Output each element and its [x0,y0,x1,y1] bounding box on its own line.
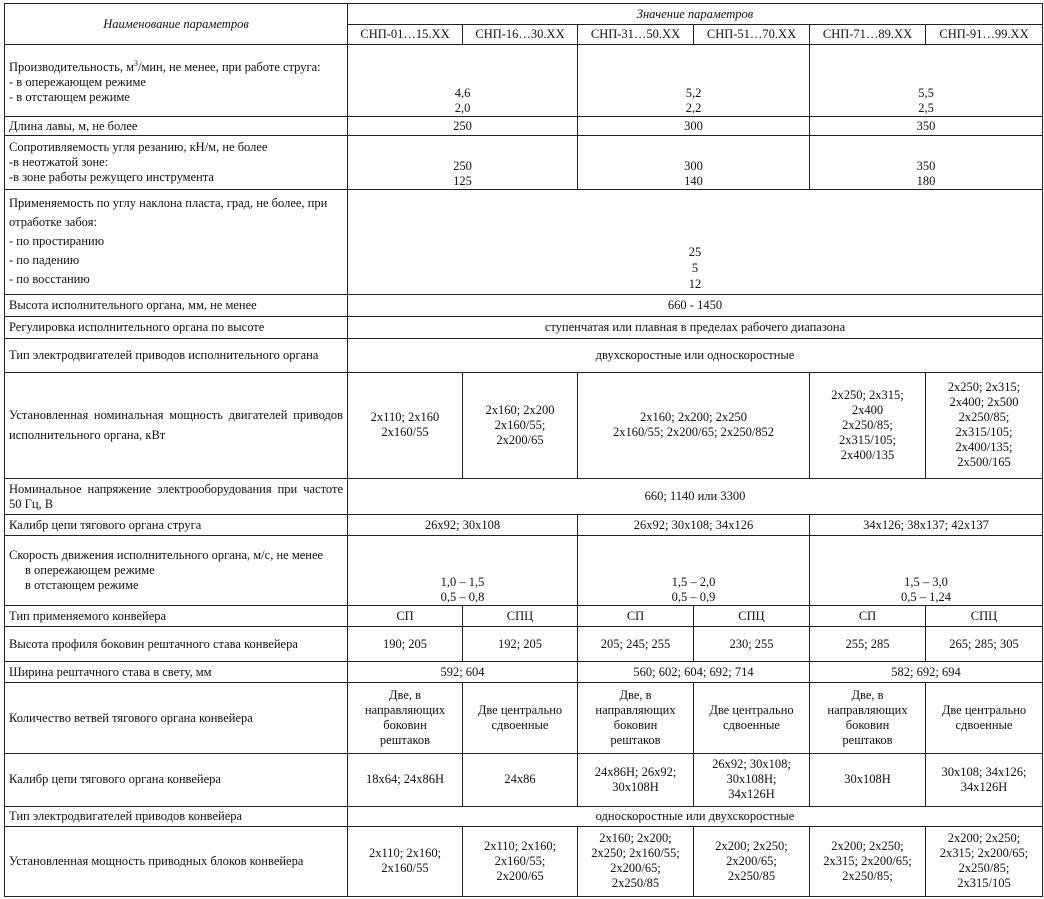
param-value: 582; 692; 694 [810,662,1043,683]
param-sub: - по восстанию [9,272,90,287]
param-value: 230; 255 [694,627,810,662]
param-sub: в отстающем режиме [25,578,139,593]
parameters-table [4,3,1043,897]
param-value: 2х160; 2х200 2х160/55; 2х200/65 [463,372,578,478]
param-value: Две, в направляющих боковин рештаков [348,683,463,753]
param-value: 1,0 – 1,5 0,5 – 0,8 [348,536,578,606]
param-value: двухскоростные или односкоростные [348,338,1043,372]
param-sub: -в неотжатой зоне: [9,155,109,170]
param-name: Тип электродвигателей приводов конвейера [5,806,348,826]
param-name: Номинальное напряжение электрооборудования при частоте 50 Гц, В [5,478,348,514]
param-name [5,45,348,117]
param-name [5,190,348,294]
param-value: 24х86Н; 26х92; 30х108Н [578,753,694,806]
row-motor-type [5,338,1043,372]
header-model: СНП-01…15.ХХ [348,25,463,45]
param-value: 205; 245; 255 [578,627,694,662]
param-value: 300 [578,117,810,136]
param-value: 30х108Н [810,753,926,806]
param-value: 192; 205 [463,627,578,662]
param-value: 2х200; 2х250; 2х200/65; 2х250/85 [694,826,810,896]
param-value: 190; 205 [348,627,463,662]
param-name: Ширина рештачного става в свету, мм [5,662,348,683]
param-value: 26х92; 30х108; 30х108Н; 34х126Н [694,753,810,806]
param-value: 592; 604 [348,662,578,683]
row-conveyor-motor-type [5,806,1043,826]
row-height-adjust [5,316,1043,338]
param-name: Количество ветвей тягового органа конвейера [5,683,348,753]
param-value: 300 140 [578,136,810,190]
param-value: Две центрально сдвоенные [694,683,810,753]
row-face-length [5,117,1043,136]
param-value: 2х200; 2х250; 2х315; 2х200/65; 2х250/85; [810,826,926,896]
param-value: Две, в направляющих боковин рештаков [578,683,694,753]
param-name: Калибр цепи тягового органа струга [5,515,348,536]
param-value: 350 [810,117,1043,136]
row-side-height [5,627,1043,662]
param-sub: -в зоне работы режущего инструмента [9,170,214,185]
param-value: 26х92; 30х108 [348,515,578,536]
param-value: 2х110; 2х160; 2х160/55 [348,826,463,896]
row-conveyor-type [5,606,1043,627]
param-name [5,136,348,190]
param-value: 560; 602; 604; 692; 714 [578,662,810,683]
param-value: 350 180 [810,136,1043,190]
header-model: СНП-91…99.ХХ [926,25,1043,45]
param-sub: - в отстающем режиме [9,90,130,105]
param-name: Высота исполнительного органа, мм, не менее [5,294,348,316]
param-name: Калибр цепи тягового органа конвейера [5,753,348,806]
param-value: СПЦ [463,606,578,627]
param-value: СП [810,606,926,627]
param-value: 24х86 [463,753,578,806]
row-voltage [5,478,1043,514]
row-productivity [5,45,1043,117]
param-value: 2х250; 2х315; 2х400 2х250/85; 2х315/105; 2х400/135 [810,372,926,478]
param-value: 2х200; 2х250; 2х315; 2х200/65; 2х250/85; 2х315/105 [926,826,1043,896]
param-value: 2х250; 2х315; 2х400; 2х500 2х250/85; 2х315/105; 2х400/135; 2х500/165 [926,372,1043,478]
param-label: Применяемость по углу наклона пласта, град, не более, при отработке забоя: [9,196,328,230]
row-drive-power [5,826,1043,896]
param-label: Сопротивляемость угля резанию, кН/м, не более [9,140,268,155]
param-name: Высота профиля боковин рештачного става конвейера [5,627,348,662]
param-name: Установленная номинальная мощность двигателей приводов исполнительного органа, кВт [5,372,348,478]
param-value: СПЦ [694,606,810,627]
param-name: Регулировка исполнительного органа по высоте [5,316,348,338]
param-value: 660 - 1450 [348,294,1043,316]
header-parameter-values: Значение параметров [348,4,1043,25]
param-value: Две центрально сдвоенные [463,683,578,753]
param-value: 18х64; 24х86Н [348,753,463,806]
param-value: 2х110; 2х160; 2х160/55; 2х200/65 [463,826,578,896]
param-label: Скорость движения исполнительного органа, м/с, не менее [9,548,324,563]
param-value: 2х110; 2х160 2х160/55 [348,372,463,478]
param-value: СП [348,606,463,627]
row-cutting-resistance [5,136,1043,190]
param-value: Две, в направляющих боковин рештаков [810,683,926,753]
param-name: Длина лавы, м, не более [5,117,348,136]
param-value: 1,5 – 2,0 0,5 – 0,9 [578,536,810,606]
row-pan-width [5,662,1043,683]
param-value: СП [578,606,694,627]
param-value: 2х160; 2х200; 2х250; 2х160/55; 2х200/65; 2х250/85 [578,826,694,896]
param-value: 5,2 2,2 [578,45,810,117]
param-name [5,536,348,606]
param-value: Две центрально сдвоенные [926,683,1043,753]
param-name: Тип электродвигателей приводов исполнительного органа [5,338,348,372]
row-plough-chain [5,515,1043,536]
header-model: СНП-51…70.ХХ [694,25,810,45]
param-value: односкоростные или двухскоростные [348,806,1043,826]
param-value: 4,6 2,0 [348,45,578,117]
param-sub: - в опережающем режиме [9,75,146,90]
header-model: СНП-71…89.ХХ [810,25,926,45]
param-label: Производительность, $м^3$/мин, не менее, при работе струга: [9,59,321,75]
param-sub: в опережающем режиме [25,563,155,578]
param-name: Тип применяемого конвейера [5,606,348,627]
param-value: 660; 1140 или 3300 [348,478,1043,514]
param-value: 250 [348,117,578,136]
row-speed [5,536,1043,606]
header-parameter-name: Наименование параметров [5,4,348,45]
param-value: 25 5 12 [348,190,1043,294]
param-value: 1,5 – 3,0 0,5 – 1,24 [810,536,1043,606]
param-value: СПЦ [926,606,1043,627]
header-model: СНП-31…50.ХХ [578,25,694,45]
header-model: СНП-16…30.ХХ [463,25,578,45]
param-value: 30х108; 34х126; 34х126Н [926,753,1043,806]
param-sub: - по падению [9,253,80,268]
param-name: Установленная мощность приводных блоков конвейера [5,826,348,896]
row-rated-power [5,372,1043,478]
param-sub: - по простиранию [9,234,105,249]
param-value: 255; 285 [810,627,926,662]
row-conveyor-chain [5,753,1043,806]
param-value: 26х92; 30х108; 34х126 [578,515,810,536]
param-value: 5,5 2,5 [810,45,1043,117]
row-applicability [5,190,1043,294]
param-value: ступенчатая или плавная в пределах рабочего диапазона [348,316,1043,338]
param-value: 34х126; 38х137; 42х137 [810,515,1043,536]
row-chain-strands [5,683,1043,753]
param-value: 250 125 [348,136,578,190]
param-value: 265; 285; 305 [926,627,1043,662]
row-organ-height [5,294,1043,316]
param-value: 2х160; 2х200; 2х250 2х160/55; 2х200/65; 2х250/852 [578,372,810,478]
